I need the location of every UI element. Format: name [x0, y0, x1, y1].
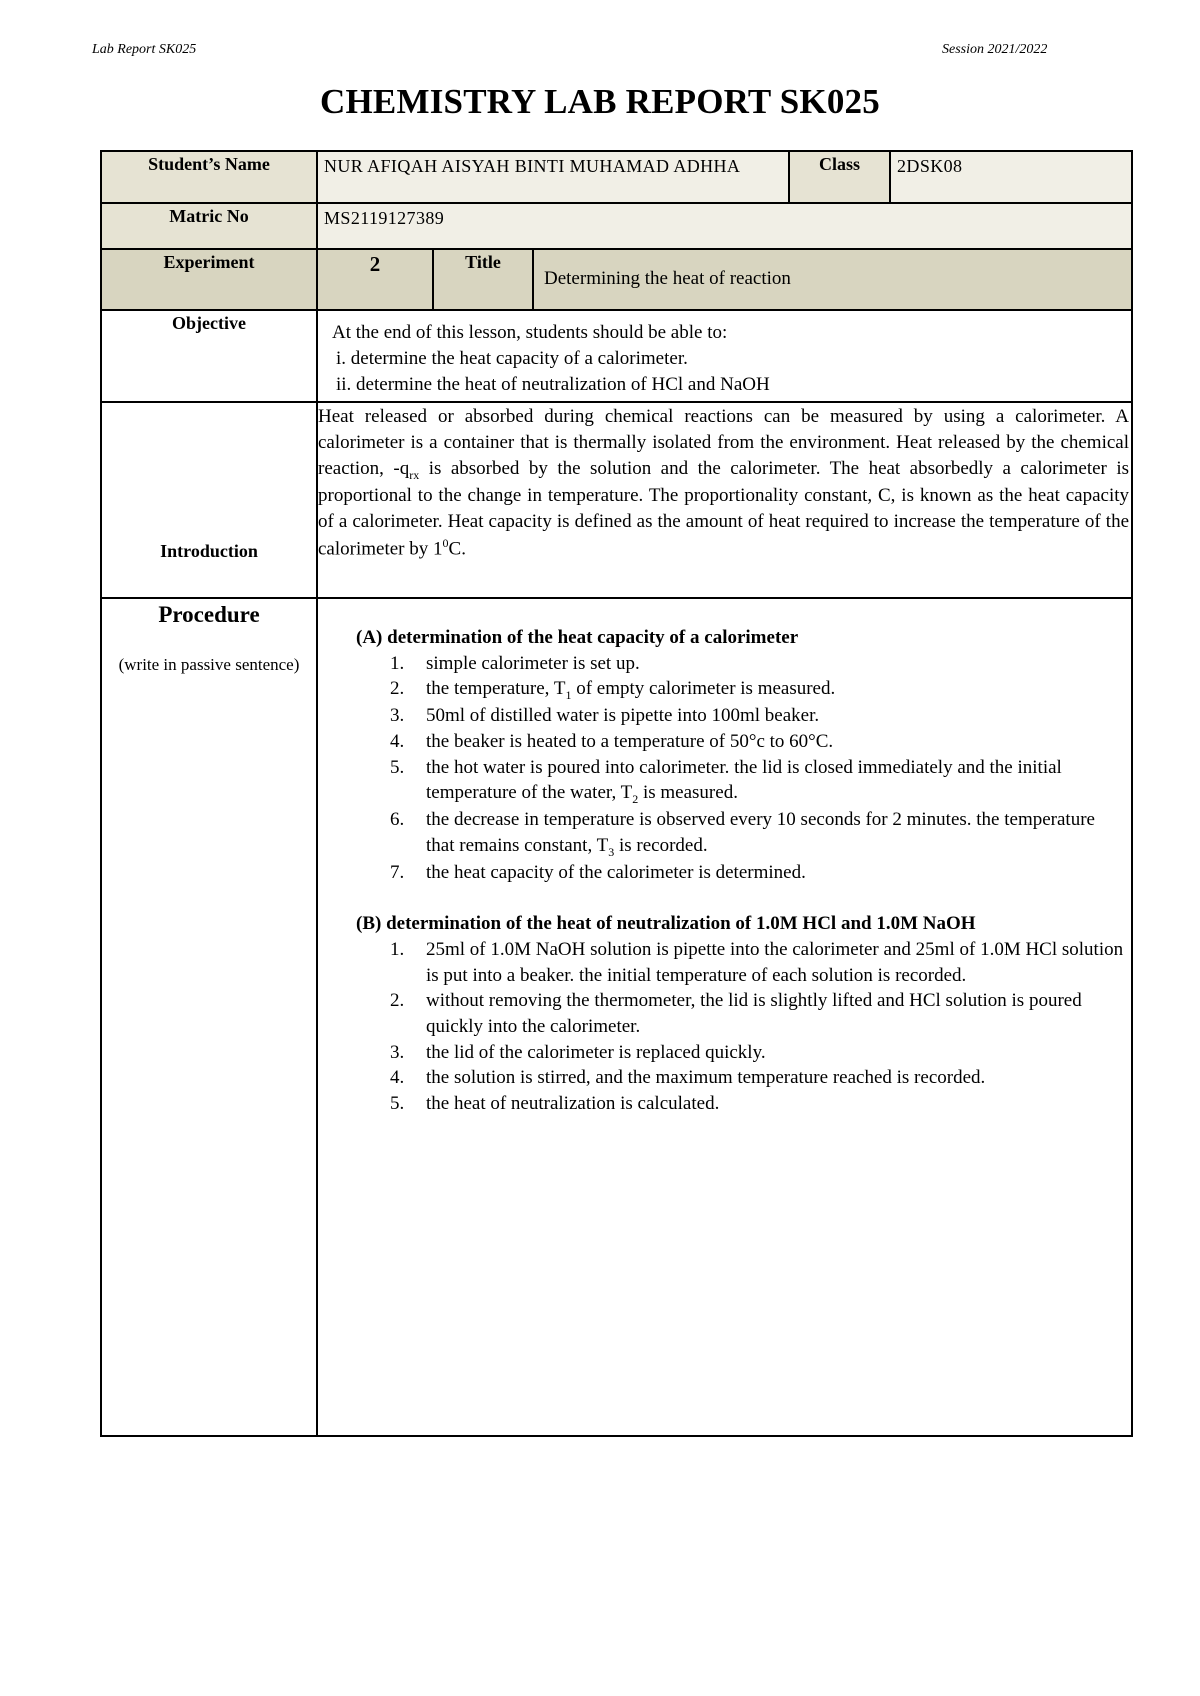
section-a-steps [356, 651, 1125, 886]
class-value: 2DSK08 [890, 151, 1132, 203]
class-label: Class [789, 151, 890, 203]
list-item: 5. the heat of neutralization is calculated. [390, 1092, 720, 1114]
list-item: 3. 50ml of distilled water is pipette into 100ml beaker. [390, 705, 820, 727]
experiment-row [101, 249, 1132, 310]
document-title: CHEMISTRY LAB REPORT SK025 [320, 82, 880, 121]
student-name-label: Student’s Name [101, 151, 317, 203]
introduction-label: Introduction [101, 402, 317, 598]
list-item: 2. without removing the thermometer, the lid is slightly lifted and HCl solution is poured quickly into the calorimeter. [390, 990, 1082, 1037]
objective-item-1: i. determine the heat capacity of a calorimeter. [336, 348, 688, 370]
objective-item-2: ii. determine the heat of neutralization of HCl and NaOH [336, 374, 770, 396]
section-b-steps [356, 937, 1125, 1116]
list-item: 1. simple calorimeter is set up. [390, 652, 640, 674]
objective-content [317, 310, 1132, 402]
list-item: 4. the beaker is heated to a temperature of 50°c to 60°C. [390, 730, 834, 752]
list-item: 7. the heat capacity of the calorimeter is determined. [390, 861, 806, 883]
list-item: 1. 25ml of 1.0M NaOH solution is pipette into the calorimeter and 25ml of 1.0M HCl solution is put into a beaker. the initial temperature of each solution is recorded. [390, 939, 1124, 986]
list-item: 2. the temperature, $T_1$ of empty calorimeter is measured. [390, 678, 836, 703]
objective-label: Objective [101, 310, 317, 402]
lab-report-table [100, 150, 1133, 1437]
matric-label: Matric No [101, 203, 317, 249]
procedure-note: (write in passive sentence) [118, 654, 300, 674]
student-name-row [101, 151, 1132, 203]
procedure-content [317, 598, 1132, 1436]
page-header-left: Lab Report SK025 [92, 42, 197, 57]
procedure-label: Procedure [158, 602, 260, 627]
section-a-heading: (A) determination of the heat capacity of a calorimeter [356, 627, 799, 648]
section-b-heading: (B) determination of the heat of neutralization of 1.0M HCl and 1.0M NaOH [356, 913, 976, 935]
matric-row [101, 203, 1132, 249]
page-header-right: Session 2021/2022 [942, 42, 1048, 57]
objective-intro: At the end of this lesson, students should be able to: [332, 322, 728, 343]
matric-value: MS2119127389 [317, 203, 1132, 249]
list-item: 6. the decrease in temperature is observed every 10 seconds for 2 minutes. the temperature that remains constant, $T_3$ is recorded. [390, 809, 1095, 859]
title-value: Determining the heat of reaction [533, 249, 1132, 310]
procedure-row [101, 598, 1132, 1436]
list-item: 5. the hot water is poured into calorimeter. the lid is closed immediately and the initial temperature of the water, $T_2$ is measured. [390, 756, 1062, 806]
introduction-paragraph: Heat released or absorbed during chemical reactions can be measured by using a calorimeter. A calorimeter is a container that is thermally isolated from the environment. Heat released by the chemical reaction, $-q_{rx}$ is absorbed by the solution and the calorimeter. The heat absorbedly a calorimeter is proportional to the change in temperature. The proportionality constant, C, is known as the heat capacity of a calorimeter. Heat capacity is defined as the amount of heat required to increase the temperature of the calorimeter by $1^0C$. [318, 406, 1130, 560]
title-label: Title [433, 249, 533, 310]
list-item: 4. the solution is stirred, and the maximum temperature reached is recorded. [390, 1067, 986, 1089]
student-name-value: NUR AFIQAH AISYAH BINTI MUHAMAD ADHHA [317, 151, 789, 203]
list-item: 3. the lid of the calorimeter is replaced quickly. [390, 1041, 766, 1063]
objective-row [101, 310, 1132, 402]
introduction-content [317, 402, 1132, 598]
experiment-number: 2 [317, 249, 433, 310]
introduction-row [101, 402, 1132, 598]
procedure-label-cell [101, 598, 317, 1436]
experiment-label: Experiment [101, 249, 317, 310]
